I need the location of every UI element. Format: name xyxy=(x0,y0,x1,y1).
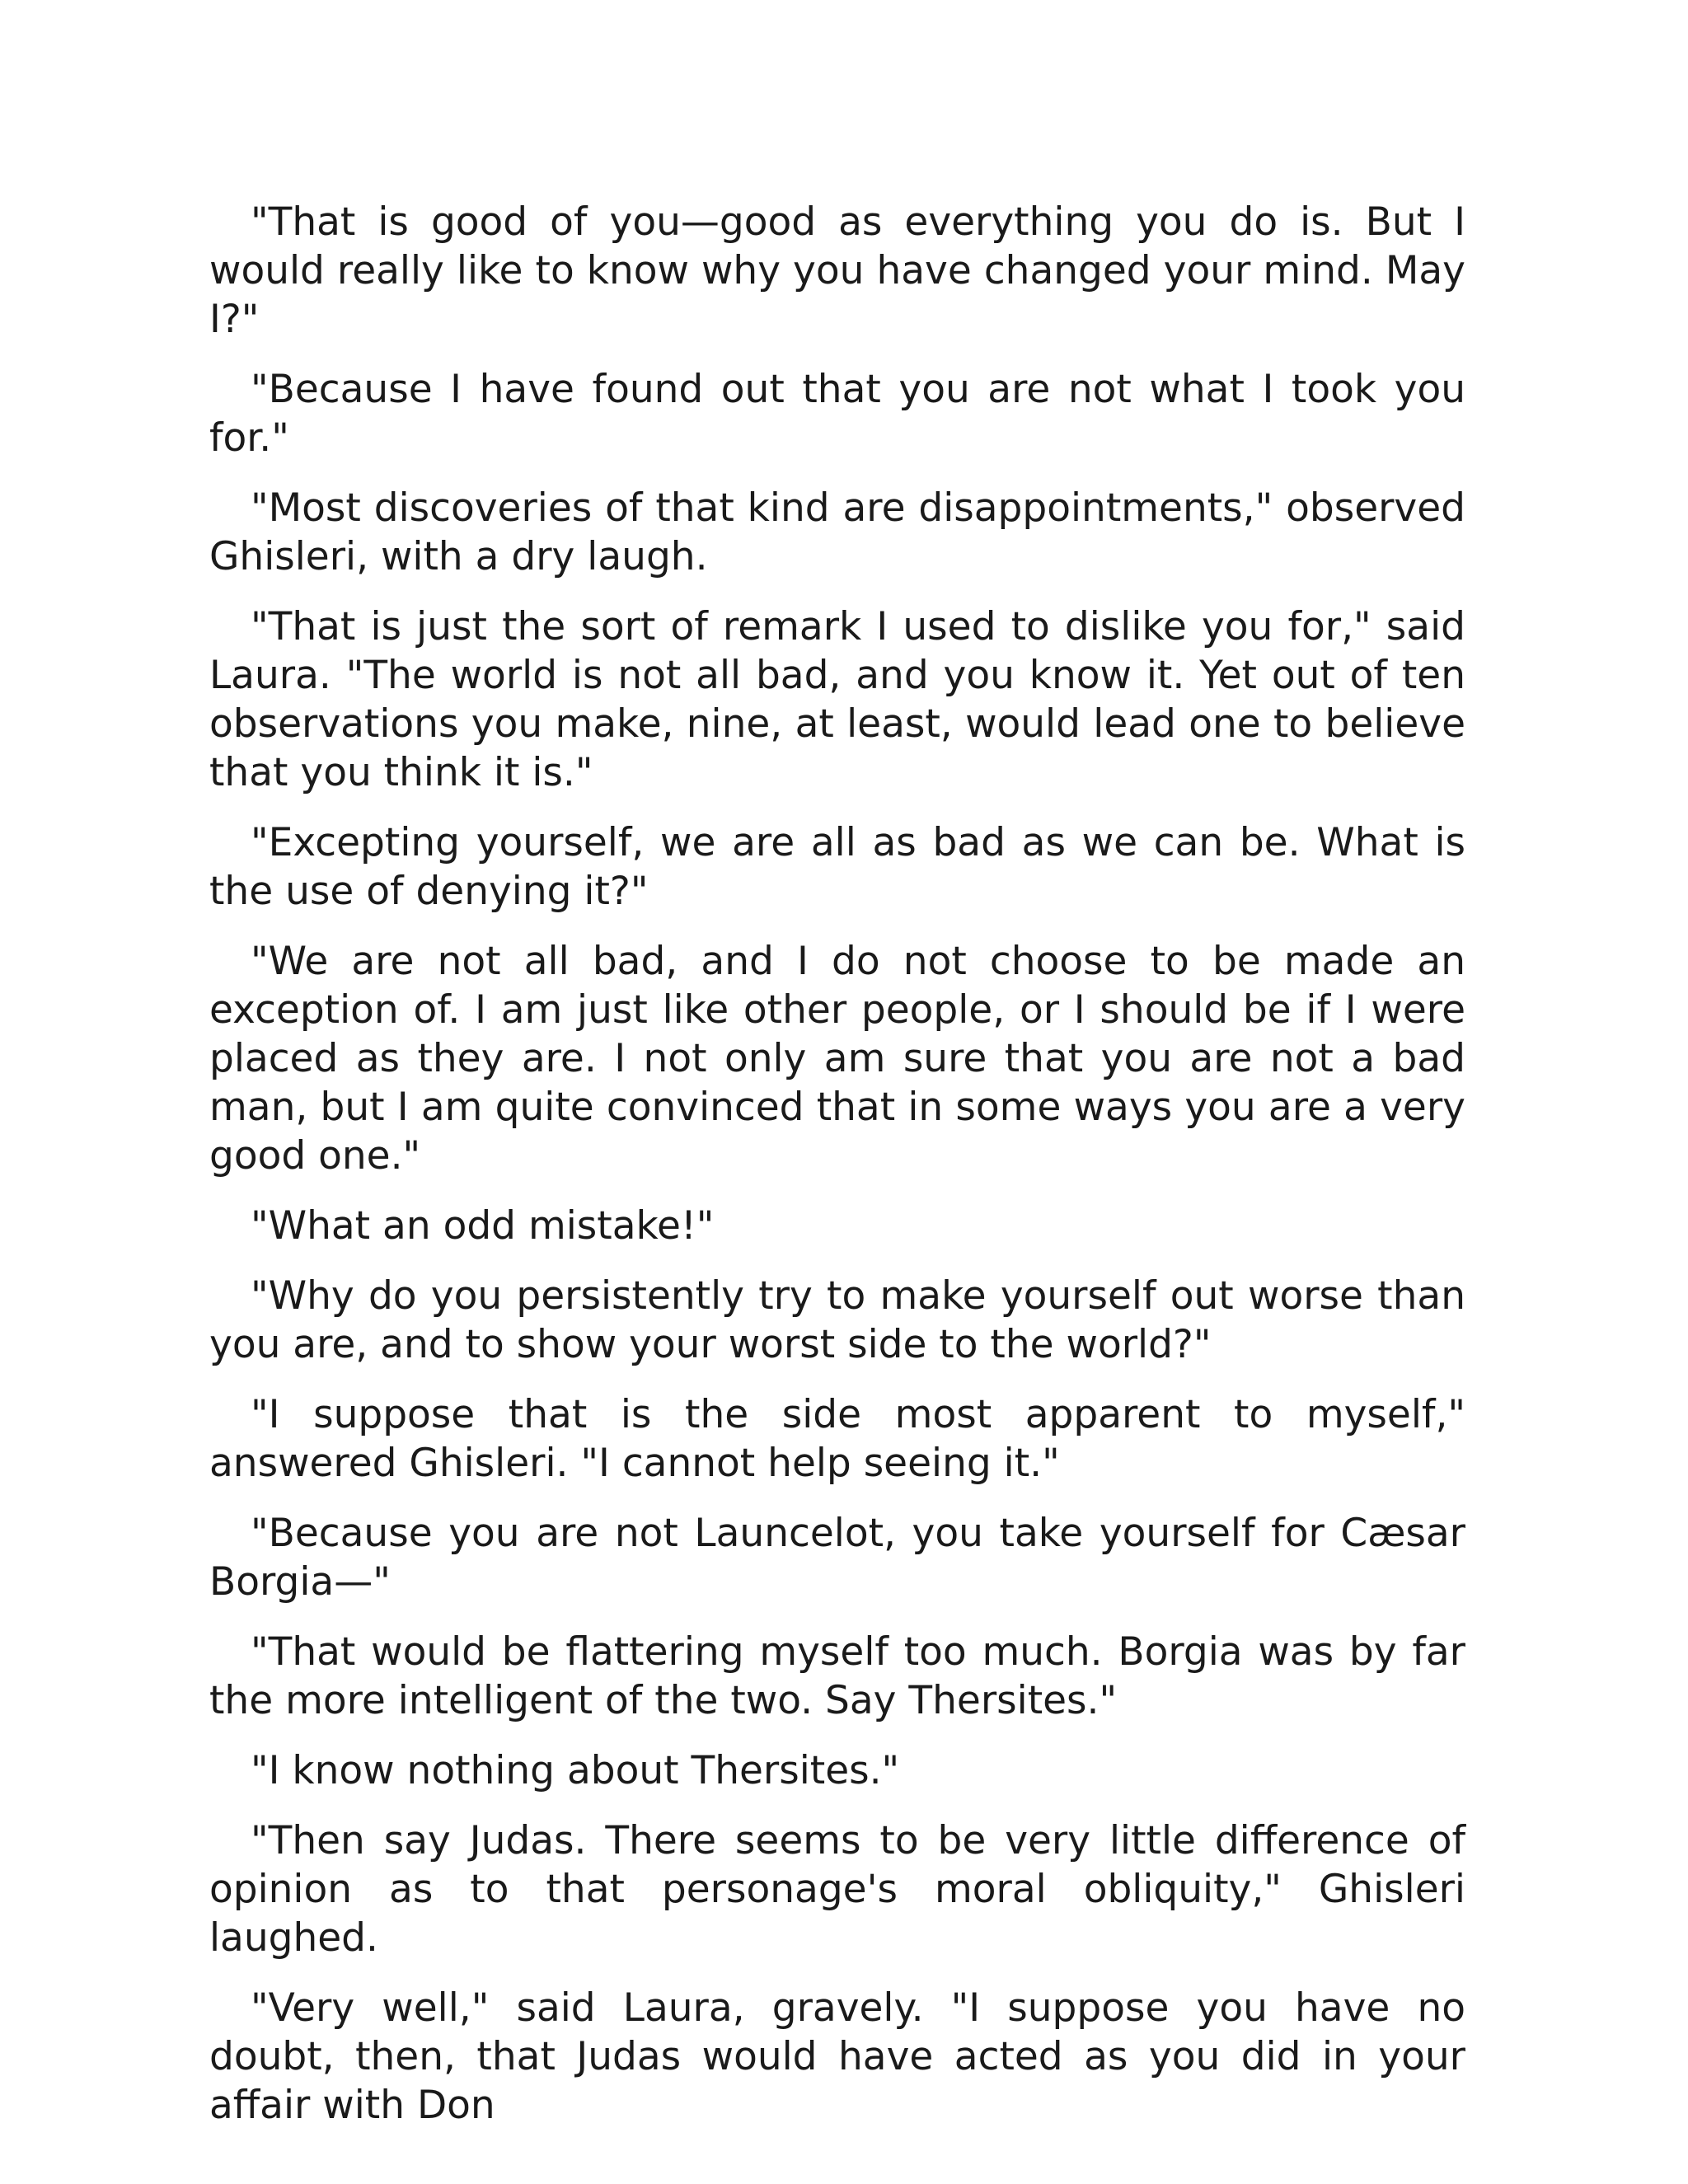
paragraph-9: "I suppose that is the side most apparent to myself," answered Ghisleri. "I cannot help seeing it." xyxy=(209,1392,1465,1486)
paragraph-11: "That would be flattering myself too much. Borgia was by far the more intelligent of the two. Say Thersites." xyxy=(209,1629,1465,1723)
paragraph-6: "We are not all bad, and I do not choose to be made an exception of. I am just like other people, or I should be if I were placed as they are. I not only am sure that you are not a bad man, but I am quite convinced that in some ways you are a very good one." xyxy=(209,939,1465,1179)
paragraph-3: "Most discoveries of that kind are disappointments," observed Ghisleri, with a dry laugh. xyxy=(209,485,1465,579)
paragraph-7: "What an odd mistake!" xyxy=(251,1203,715,1249)
paragraph-8: "Why do you persistently try to make yourself out worse than you are, and to show your worst side to the world?" xyxy=(209,1273,1465,1367)
paragraph-14: "Very well," said Laura, gravely. "I suppose you have no doubt, then, that Judas would have acted as you did in your affair with Don xyxy=(209,1985,1465,2128)
paragraph-2: "Because I have found out that you are not what I took you for." xyxy=(209,367,1465,461)
paragraph-12: "I know nothing about Thersites." xyxy=(251,1748,900,1793)
paragraph-4: "That is just the sort of remark I used to dislike you for," said Laura. "The world is not all bad, and you know it. Yet out of ten observations you make, nine, at least, would lead one to believe that you think it is." xyxy=(209,604,1465,795)
page-text xyxy=(209,198,1465,2151)
paragraph-1: "That is good of you—good as everything you do is. But I would really like to know why you have changed your mind. May I?" xyxy=(209,199,1465,342)
paragraph-13: "Then say Judas. There seems to be very little difference of opinion as to that personage's moral obliquity," Ghisleri laughed. xyxy=(209,1818,1465,1961)
paragraph-10: "Because you are not Launcelot, you take yourself for Cæsar Borgia—" xyxy=(209,1511,1465,1605)
paragraph-5: "Excepting yourself, we are all as bad as we can be. What is the use of denying it?" xyxy=(209,820,1465,914)
